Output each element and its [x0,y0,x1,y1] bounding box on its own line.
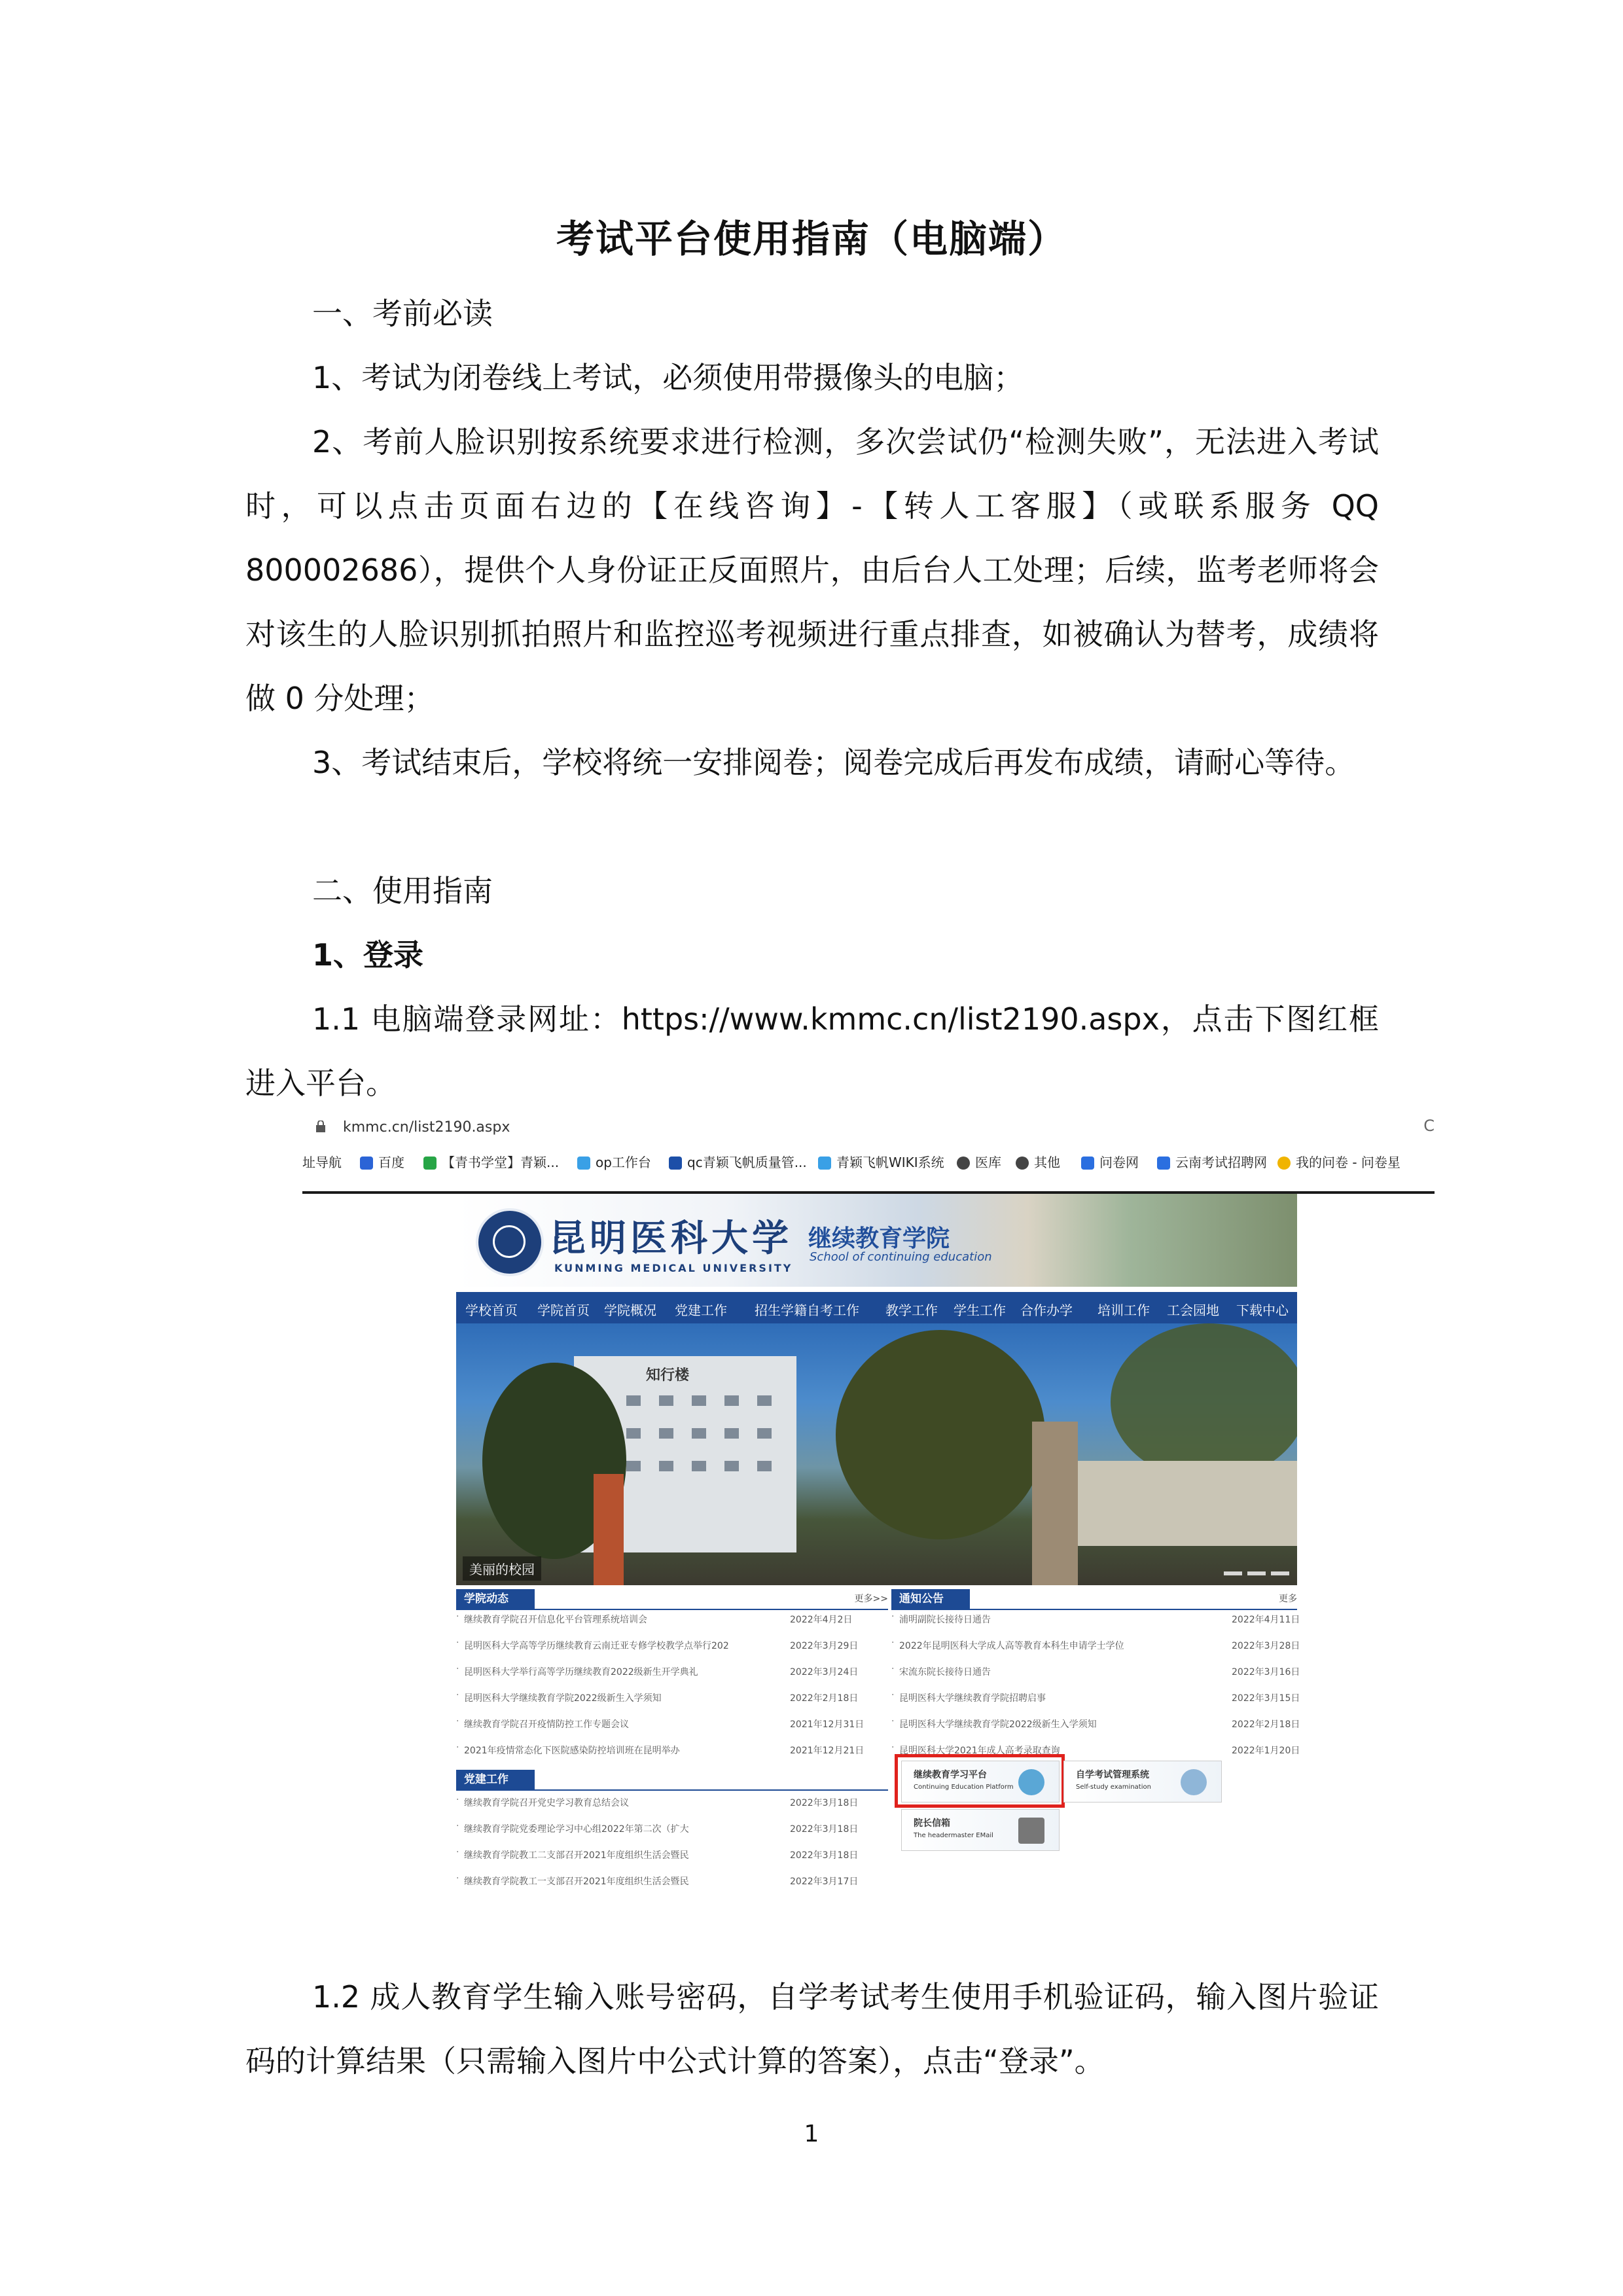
section2-heading: 二、使用指南 [312,873,493,908]
bookmark-item[interactable] [360,1152,404,1171]
campus-photo [456,1323,1297,1585]
platform-label: 继续教育学习平台 [914,1770,987,1780]
list-item[interactable]: · 昆明医科大学举行高等学历继续教育2022级新生开学典礼 2022年3月24日 [456,1665,888,1678]
news-right-header [891,1589,1297,1610]
nav-item[interactable]: 学生工作 [954,1302,1006,1318]
list-item[interactable]: · 昆明医科大学高等学历继续教育云南迁亚专修学校教学点举行202 2022年3月29日 [456,1639,888,1652]
nav-item[interactable]: 教学工作 [885,1302,938,1318]
bookmark-item[interactable] [669,1152,807,1171]
nav-item[interactable]: 党建工作 [675,1302,727,1318]
list-item[interactable]: · 继续教育学院教工一支部召开2021年度组织生活会暨民 2022年3月17日 [456,1874,888,1888]
list-item[interactable]: · 继续教育学院党委理论学习中心组2022年第二次（扩大 2022年3月18日 [456,1822,888,1835]
university-site [456,1194,1300,1949]
page-title: 考试平台使用指南（电脑端） [556,217,1067,261]
nav-item[interactable]: 学校首页 [465,1302,518,1318]
list-item[interactable]: · 宋流东院长接待日通告 2022年3月16日 [891,1665,1297,1678]
bookmark-label: 百度 [378,1155,404,1170]
section2-sub1: 1、登录 [312,937,424,973]
site-nav [456,1292,1297,1323]
nav-item[interactable]: 招生学籍自考工作 [755,1302,859,1318]
list-item[interactable]: · 继续教育学院召开信息化平台管理系统培训会 2022年4月2日 [456,1613,888,1626]
platform-label-en: The headermaster EMail [914,1832,993,1839]
bookmark-label: op工作台 [596,1155,651,1170]
news-left-more-link[interactable]: 更多>> [854,1594,888,1604]
news-right-more-link[interactable]: 更多 [1279,1594,1297,1604]
pen-icon [1181,1769,1207,1795]
party-title: 党建工作 [456,1770,535,1789]
bookmark-label: qc青颖飞帆质量管... [687,1155,807,1170]
bookmark-item[interactable] [1277,1152,1400,1171]
browser-url-bar[interactable] [302,1111,1435,1143]
bookmark-item[interactable] [577,1152,651,1171]
building-sign: 知行楼 [646,1367,690,1384]
step-1-1: 1.1 电脑端登录网址：https://www.kmmc.cn/list2190.aspx，点击下图红框进入平台。 [245,1001,1379,1101]
section1-item2: 2、考前人脸识别按系统要求进行检测，多次尝试仍“检测失败”，无法进入考试时，可以点击页面右边的【在线咨询】-【转人工客服】（或联系服务 QQ 800002686），提供个人身份证正反面照片，由后台人工处理；后续，监考老师将会对该生的人脸识别抓拍照片和监控巡考视频进行重点排查，如被确认为替考，成绩将做 0 分处理； [245,424,1379,716]
highlight-box [895,1754,1065,1808]
list-item[interactable]: · 浦明副院长接待日通告 2022年4月11日 [891,1613,1297,1626]
platform-label-en: Continuing Education Platform [914,1784,1014,1791]
list-item[interactable]: · 继续教育学院召开党史学习教育总结会议 2022年3月18日 [456,1796,888,1809]
bookmark-label: 青颖飞帆WIKI系统 [836,1155,944,1170]
section1-item1: 1、考试为闭卷线上考试，必须使用带摄像头的电脑； [312,360,1024,395]
page-number: 1 [804,2121,819,2147]
news-left-title: 学院动态 [456,1589,535,1609]
bookmark-item[interactable] [1081,1152,1139,1171]
platform-label-en: Self-study examination [1076,1784,1151,1791]
bookmark-item[interactable] [1157,1152,1267,1171]
bookmark-item[interactable] [818,1152,944,1171]
bookmark-item[interactable] [1016,1152,1060,1171]
lock-icon [315,1121,326,1132]
nav-item[interactable]: 合作办学 [1020,1302,1073,1318]
bookmark-label: 我的问卷 - 问卷星 [1296,1155,1400,1170]
nav-item[interactable]: 下载中心 [1236,1302,1289,1318]
step-1-2: 1.2 成人教育学生输入账号密码，自学考试考生使用手机验证码，输入图片验证码的计算结果（只需输入图片中公式计算的答案），点击“登录”。 [245,1979,1379,2079]
banner-school-name-en: School of continuing education [810,1250,992,1264]
platform-label: 院长信箱 [914,1818,950,1829]
nav-item[interactable]: 培训工作 [1097,1302,1150,1318]
list-item[interactable]: · 2022年昆明医科大学成人高等教育本科生申请学士学位 2022年3月28日 [891,1639,1297,1652]
bookmark-item[interactable] [423,1152,559,1171]
section1-heading: 一、考前必读 [312,296,493,331]
platform-label: 自学考试管理系统 [1076,1770,1149,1780]
logo-english: KUNMING MEDICAL UNIVERSITY [554,1262,793,1274]
url-text: kmmc.cn/list2190.aspx [343,1119,510,1136]
bookmark-label: 其他 [1034,1155,1060,1170]
list-item[interactable]: · 昆明医科大学继续教育学院招聘启事 2022年3月15日 [891,1691,1297,1704]
website-screenshot [302,1111,1435,1949]
bookmark-label: 医库 [975,1155,1001,1170]
bookmarks-bar [302,1143,1435,1174]
site-banner [456,1194,1297,1287]
mailbox-icon [1018,1818,1044,1844]
list-item[interactable]: · 昆明医科大学继续教育学院2022级新生入学须知 2022年2月18日 [891,1717,1297,1731]
nav-item[interactable]: 工会园地 [1167,1302,1219,1318]
university-seal-icon [476,1208,544,1276]
reload-icon[interactable]: C [1423,1117,1435,1135]
bookmark-item[interactable]: 址导航 [302,1155,342,1170]
list-item[interactable]: · 昆明医科大学继续教育学院2022级新生入学须知 2022年2月18日 [456,1691,888,1704]
list-item[interactable]: · 继续教育学院教工二支部召开2021年度组织生活会暨民 2022年3月18日 [456,1848,888,1861]
bookmark-label: 【青书学堂】青颖... [442,1155,560,1170]
bookmark-label: 云南考试招聘网 [1175,1155,1267,1170]
list-item[interactable]: · 昆明医科大学2021年成人高考录取查询 2022年1月20日 [891,1744,1297,1757]
bookmark-label: 问卷网 [1099,1155,1139,1170]
photo-caption: 美丽的校园 [463,1556,541,1581]
news-left-header [456,1589,888,1610]
news-right-title: 通知公告 [891,1589,970,1609]
carousel-dots[interactable] [1219,1566,1289,1578]
nav-item[interactable]: 学院概况 [604,1302,656,1318]
party-header [456,1770,888,1791]
headmaster-email-button[interactable] [901,1809,1060,1851]
bookmark-item[interactable] [957,1152,1001,1171]
nav-item[interactable]: 学院首页 [537,1302,590,1318]
self-study-exam-system-button[interactable] [1063,1761,1222,1803]
list-item[interactable]: · 继续教育学院召开疫情防控工作专题会议 2021年12月31日 [456,1717,888,1731]
logo-chinese: 昆明医科大学 [549,1217,793,1260]
banner-school-name: 继续教育学院 [808,1225,950,1252]
section1-item3: 3、考试结束后，学校将统一安排阅卷；阅卷完成后再发布成绩，请耐心等待。 [312,745,1355,780]
list-item[interactable]: · 2021年疫情常态化下医院感染防控培训班在昆明举办 2021年12月21日 [456,1744,888,1757]
